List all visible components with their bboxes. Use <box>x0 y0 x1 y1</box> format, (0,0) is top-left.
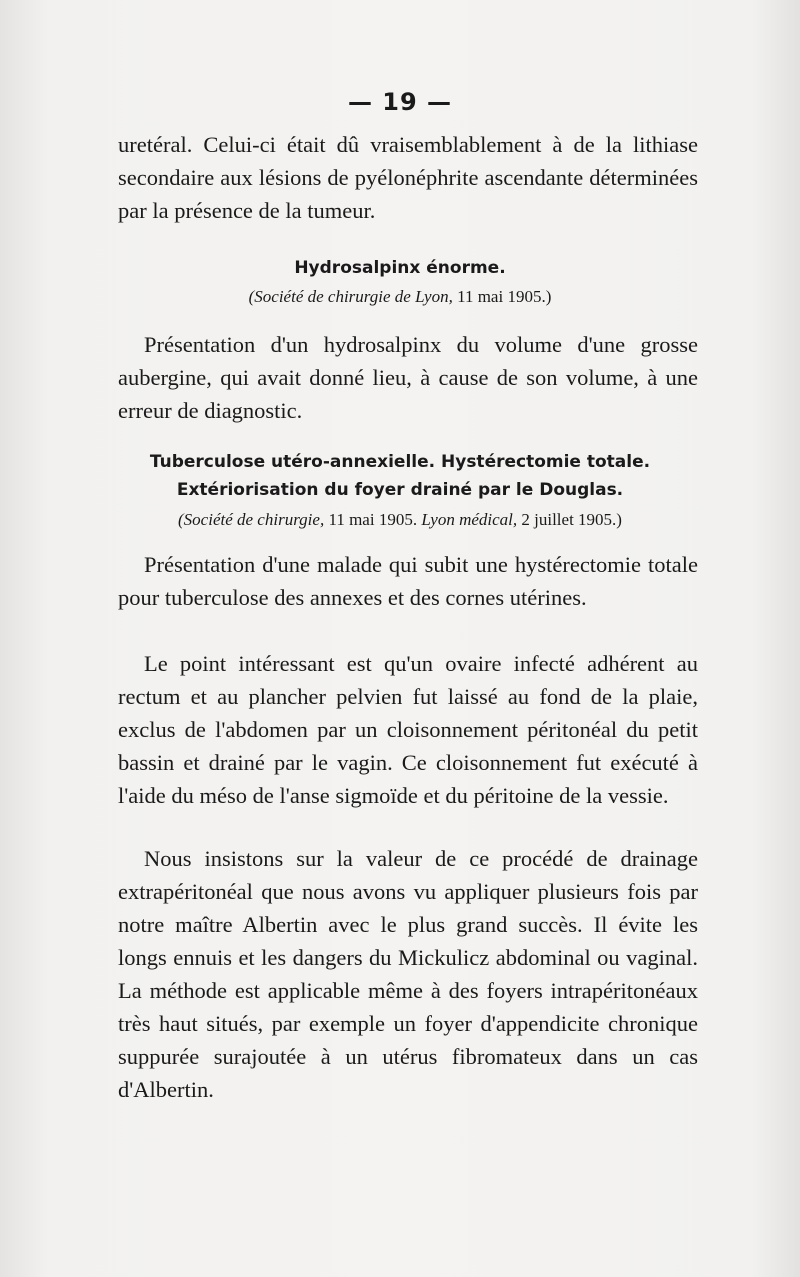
source-date: 11 mai 1905.) <box>457 287 552 306</box>
source-date-2: 2 juillet 1905.) <box>521 510 622 529</box>
section-title-tuberculose-line-1: Tuberculose utéro-annexielle. Hystérectomie totale. <box>149 452 651 472</box>
section-title-tuberculose-line-2: Extériorisation du foyer drainé par le Douglas. <box>176 480 624 500</box>
section-source-tuberculose <box>100 508 700 532</box>
source-journal: (Société de chirurgie de Lyon, <box>248 287 453 306</box>
section-source-hydrosalpinx <box>100 285 700 309</box>
source-journal-2: Lyon médical, <box>421 510 518 529</box>
section-title-hydrosalpinx: Hydrosalpinx énorme. <box>294 258 506 278</box>
source-date-1: 11 mai 1905. <box>328 510 418 529</box>
paragraph-point-interessant: Le point intéressant est qu'un ovaire infecté adhérent au rectum et au plancher pelvien fut laissé au fond de la plaie, exclus de l'abdomen par un cloisonnement péritonéal du petit bassin et drainé par le vagin. Ce cloisonnement fut exécuté à l'aide du méso de l'anse sigmoïde et du péritoine de la vessie. <box>118 651 698 808</box>
paragraph-drainage: Nous insistons sur la valeur de ce procédé de drainage extrapéritonéal que nous avons vu appliquer plusieurs fois par notre maître Albertin avec le plus grand succès. Il évite les longs ennuis et les dangers du Mickulicz abdominal ou vaginal. La méthode est applicable même à des foyers intrapéritonéaux très haut situés, par exemple un foyer d'appendicite chronique suppurée surajoutée à un utérus fibromateux dans un cas d'Albertin. <box>118 846 698 1102</box>
paragraph-hydrosalpinx: Présentation d'un hydrosalpinx du volume d'une grosse aubergine, qui avait donné lieu, à cause de son volume, à une erreur de diagnostic. <box>118 332 698 423</box>
page-number: — 19 — <box>347 88 453 116</box>
paragraph-presentation: Présentation d'une malade qui subit une hystérectomie totale pour tuberculose des annexes et des cornes utérines. <box>118 552 698 610</box>
source-journal-1: (Société de chirurgie, <box>178 510 325 529</box>
paragraph-continuation: uretéral. Celui-ci était dû vraisemblablement à de la lithiase secondaire aux lésions de pyélonéphrite ascendante déterminées par la présence de la tumeur. <box>118 132 698 223</box>
